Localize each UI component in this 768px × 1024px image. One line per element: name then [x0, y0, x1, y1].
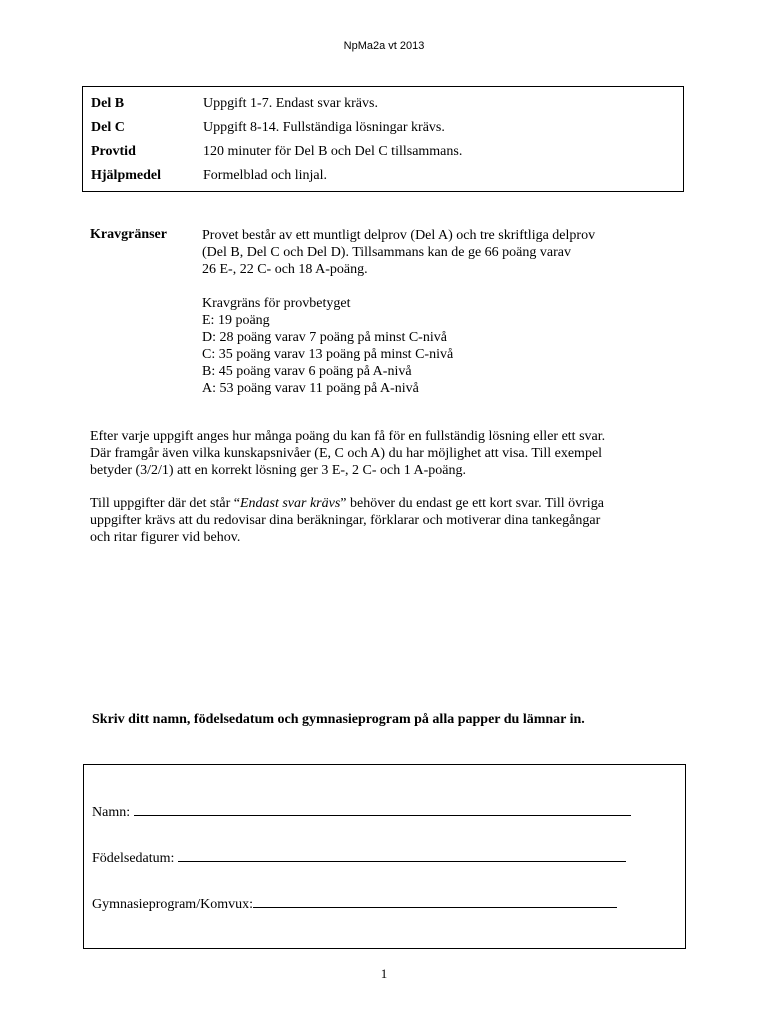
- kravgranser-intro-line: Provet består av ett muntligt delprov (Del A) och tre skriftliga delprov: [202, 228, 596, 243]
- page-number: 1: [380, 966, 388, 981]
- program-label: Gymnasieprogram/Komvux:: [92, 897, 253, 912]
- page-header: NpMa2a vt 2013: [343, 40, 425, 52]
- paragraph-line: uppgifter krävs att du redovisar dina beräkningar, förklarar och motiverar dina tankegångar: [90, 513, 601, 528]
- text-segment: Till uppgifter där det står “: [90, 496, 240, 511]
- grade-d: D: 28 poäng varav 7 poäng på minst C-nivå: [202, 330, 447, 345]
- info-key: Hjälpmedel: [91, 168, 161, 183]
- birthdate-field: [92, 847, 626, 867]
- grade-b: B: 45 poäng varav 6 poäng på A-nivå: [202, 364, 412, 379]
- grade-c: C: 35 poäng varav 13 poäng på minst C-nivå: [202, 347, 454, 362]
- info-value: Uppgift 8-14. Fullständiga lösningar krävs.: [203, 120, 445, 135]
- info-key: Del B: [91, 96, 125, 111]
- kravgranser-intro-line: 26 E-, 22 C- och 18 A-poäng.: [202, 262, 368, 277]
- paragraph-line: [90, 495, 690, 512]
- info-key: Del C: [91, 120, 125, 135]
- birthdate-label: Födelsedatum:: [92, 851, 175, 866]
- exam-info-box: [82, 86, 684, 192]
- program-field: [92, 893, 617, 913]
- spacer: [202, 278, 682, 295]
- italic-phrase: Endast svar krävs: [239, 496, 341, 511]
- paragraph-line: Efter varje uppgift anges hur många poäng du kan få för en fullständig lösning eller ett svar.: [90, 429, 606, 444]
- name-label: Namn:: [92, 805, 131, 820]
- paragraph-line: Där framgår även vilka kunskapsnivåer (E, C och A) du har möjlighet att visa. Till exempel: [90, 446, 603, 461]
- paragraph-line: och ritar figurer vid behov.: [90, 530, 241, 545]
- kravgranser-body: [202, 227, 682, 397]
- name-input-line[interactable]: [134, 801, 631, 816]
- instruction-text: Skriv ditt namn, födelsedatum och gymnasieprogram på alla papper du lämnar in.: [92, 712, 585, 727]
- text-segment: ” behöver du endast ge ett kort svar. Till övriga: [340, 496, 604, 511]
- grade-a: A: 53 poäng varav 11 poäng på A-nivå: [202, 381, 419, 396]
- points-paragraph: [90, 428, 690, 479]
- grade-title: Kravgräns för provbetyget: [202, 296, 351, 311]
- info-value: Uppgift 1-7. Endast svar krävs.: [203, 96, 378, 111]
- info-value: 120 minuter för Del B och Del C tillsammans.: [203, 144, 463, 159]
- program-input-line[interactable]: [253, 893, 617, 908]
- name-field: [92, 801, 631, 821]
- personal-info-form: [83, 764, 686, 949]
- info-key: Provtid: [91, 144, 136, 159]
- kravgranser-label: Kravgränser: [90, 227, 167, 242]
- answer-paragraph: [90, 495, 690, 546]
- paragraph-line: betyder (3/2/1) att en korrekt lösning ger 3 E-, 2 C- och 1 A-poäng.: [90, 463, 466, 478]
- birthdate-input-line[interactable]: [178, 847, 626, 862]
- kravgranser-intro-line: (Del B, Del C och Del D). Tillsammans kan de ge 66 poäng varav: [202, 245, 571, 260]
- grade-e: E: 19 poäng: [202, 313, 270, 328]
- info-value: Formelblad och linjal.: [203, 168, 328, 183]
